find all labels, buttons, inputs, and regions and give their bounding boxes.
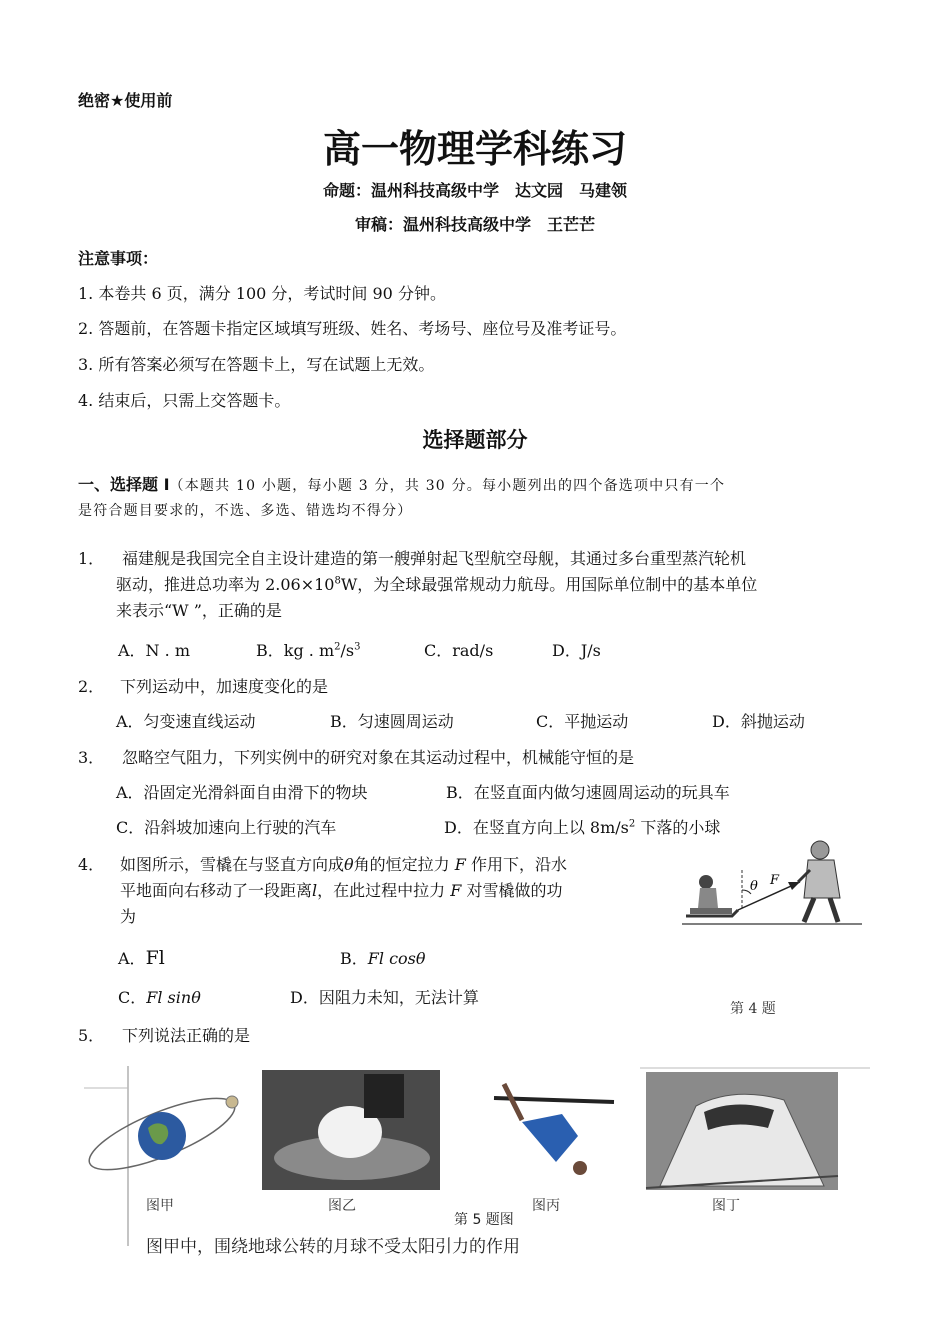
note-item: 1. 本卷共 6 页，满分 100 分，考试时间 90 分钟。 [78, 284, 446, 303]
q4-text: 如图所示，雪橇在与竖直方向成 [120, 855, 345, 874]
caption-jia: 图甲 [146, 1198, 174, 1214]
caption-yi: 图乙 [328, 1198, 356, 1214]
q4-option-a[interactable] [118, 946, 165, 969]
part-heading [78, 472, 725, 495]
part-desc: （本题共 10 小题，每小题 3 分，共 30 分。每小题列出的四个备选项中只有一个 [169, 478, 726, 494]
secret-mark: 绝密★使用前 [78, 91, 173, 110]
q1-stem-line2 [116, 572, 757, 595]
q5-figure-strip [84, 1066, 870, 1257]
person-leg [804, 898, 814, 922]
moon-icon [226, 1096, 238, 1108]
person-silhouette [364, 1074, 404, 1118]
q3-option-d-rest: 下落的小球 [635, 818, 721, 837]
theta-symbol: θ [750, 879, 758, 894]
q4-stem-line2 [120, 878, 562, 901]
q1-option-b-sup: 2 [334, 641, 341, 653]
q4-text: 对雪橇做的功 [466, 881, 563, 900]
train-image [646, 1072, 838, 1190]
q4-number: 4． [78, 855, 105, 874]
q2-option-a[interactable]: A．匀变速直线运动 [116, 712, 256, 731]
q3-option-b[interactable]: B．在竖直面内做匀速圆周运动的玩具车 [446, 783, 730, 802]
q4-force: F [454, 855, 466, 874]
page-title: 高一物理学科练习 [322, 126, 627, 171]
q5-cut-line: 图甲中，围绕地球公转的月球不受太阳引力的作用 [146, 1237, 520, 1257]
q1-option-d[interactable]: D．J/s [552, 641, 601, 660]
earth-moon-image [81, 1084, 242, 1183]
q1-option-b-text: B．kg . m [256, 641, 335, 660]
q3-option-a[interactable]: A．沿固定光滑斜面自由滑下的物块 [116, 783, 368, 802]
q4-stem-line3: 为 [120, 907, 137, 926]
q1-power-exponent: 8 [334, 575, 341, 587]
child-body [698, 888, 718, 908]
q1-stem-line3: 来表示“W ”，正确的是 [116, 601, 282, 620]
q4-stem-line1 [120, 852, 567, 875]
q4-theta: θ [344, 855, 354, 874]
q2-number: 2． [78, 677, 105, 696]
q4-sled-figure [676, 838, 866, 938]
q2-option-c[interactable]: C．平抛运动 [536, 712, 629, 731]
q4-text: 作用下，沿水 [470, 855, 567, 874]
part-label: 一、选择题 Ⅰ [78, 475, 170, 494]
q4-figure-caption: 第 4 题 [730, 1001, 776, 1017]
pole-vault-image [464, 1070, 614, 1190]
q1-option-b-mid: /s [340, 641, 355, 660]
q4-option-b-value: Fl cosθ [367, 949, 426, 968]
q4-option-c-value: Fl sinθ [146, 988, 201, 1007]
q4-option-a-value: Fl [145, 947, 165, 969]
q5-number: 5． [78, 1026, 105, 1045]
q4-force: F [450, 881, 462, 900]
q3-option-c[interactable]: C．沿斜坡加速向上行驶的汽车 [116, 818, 337, 837]
section-title: 选择题部分 [422, 428, 528, 452]
q4-text: ，在此过程中拉力 [317, 881, 446, 900]
person-leg [830, 898, 838, 922]
notes-heading: 注意事项： [78, 249, 159, 268]
q1-power-value: 驱动，推进总功率为 2.06×10 [116, 575, 335, 594]
q1-option-a[interactable]: A．N . m [118, 641, 190, 660]
q2-option-d[interactable]: D．斜抛运动 [712, 712, 805, 731]
author-line: 命题：温州科技高级中学 达文园 马建领 [322, 181, 627, 200]
note-item: 4. 结束后，只需上交答题卡。 [78, 391, 291, 410]
q4-option-b-label: B． [340, 949, 368, 968]
force-symbol: F [770, 873, 780, 888]
q5-stem: 下列说法正确的是 [122, 1026, 251, 1045]
q4-option-b[interactable] [340, 946, 426, 969]
q1-stem-line1: 福建舰是我国完全自主设计建造的第一艘弹射起飞型航空母舰，其通过多台重型蒸汽轮机 [122, 549, 747, 568]
q4-text: 角的恒定拉力 [353, 855, 450, 874]
person-coat [804, 860, 840, 898]
q1-stem-line2-rest: W，为全球最强常规动力航母。用国际单位制中的基本单位 [340, 575, 758, 594]
athlete-head [573, 1161, 587, 1175]
q2-option-b[interactable]: B．匀速圆周运动 [330, 712, 454, 731]
q4-distance: l [312, 881, 318, 900]
q3-number: 3． [78, 748, 105, 767]
q1-option-b-sup: 3 [354, 641, 361, 653]
q1-number: 1． [78, 549, 105, 568]
q5-figure-caption: 第 5 题图 [454, 1212, 514, 1228]
caption-ding: 图丁 [712, 1198, 740, 1214]
q2-stem: 下列运动中，加速度变化的是 [120, 677, 329, 696]
q4-option-c[interactable] [118, 985, 201, 1008]
q4-option-a-label: A． [118, 949, 146, 968]
reviewer-line: 审稿：温州科技高级中学 王芒芒 [354, 215, 595, 234]
note-item: 3. 所有答案必须写在答题卡上，写在试题上无效。 [78, 355, 435, 374]
part-desc-cont: 是符合题目要求的，不选、多选、错选均不得分） [78, 503, 413, 519]
q3-option-d-text: D．在竖直方向上以 8m/s [444, 818, 629, 837]
q1-option-c[interactable]: C．rad/s [424, 641, 494, 660]
q4-option-c-label: C． [118, 988, 147, 1007]
sled-body [690, 908, 732, 914]
q3-option-d-sup: 2 [628, 818, 636, 830]
person-head [811, 841, 829, 859]
q3-option-d[interactable] [444, 815, 720, 838]
caption-bing: 图丙 [532, 1198, 560, 1214]
cotton-candy-image [262, 1070, 440, 1190]
q3-stem: 忽略空气阻力，下列实例中的研究对象在其运动过程中，机械能守恒的是 [122, 748, 635, 767]
q4-text: 平地面向右移动了一段距离 [120, 881, 313, 900]
note-item: 2. 答题前，在答题卡指定区域填写班级、姓名、考场号、座位号及准考证号。 [78, 319, 627, 338]
q4-option-d[interactable]: D．因阻力未知，无法计算 [290, 988, 479, 1007]
q1-option-b[interactable] [256, 638, 361, 661]
child-head [699, 875, 713, 889]
